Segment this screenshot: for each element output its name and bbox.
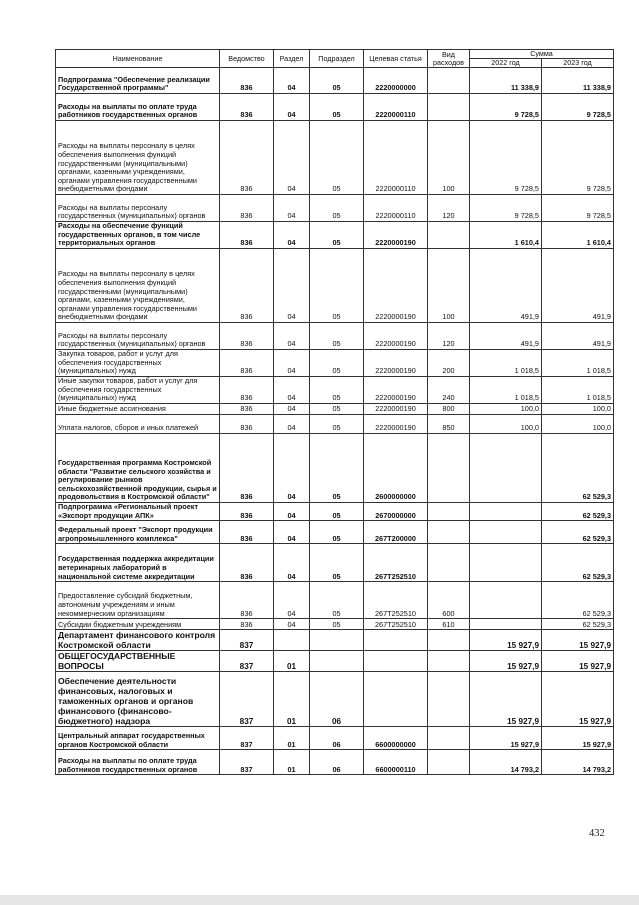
row-name: Расходы на выплаты персоналу в целях обеспечения выполнения функций государственными (муниципальными) органами, казенными учреждениями, органами управления государственными внебюджетными фондами (56, 249, 220, 323)
row-name: Расходы на выплаты по оплате труда работников государственных органов (56, 750, 220, 775)
row-dept: 836 (220, 521, 274, 544)
row-target: 6600000110 (364, 750, 428, 775)
row-2023: 9 728,5 (542, 121, 614, 195)
row-exp-type: 610 (428, 619, 470, 630)
row-2023: 9 728,5 (542, 195, 614, 222)
row-2022: 14 793,2 (470, 750, 542, 775)
row-target: 267T252510 (364, 544, 428, 582)
row-target: 2220000190 (364, 222, 428, 249)
row-section: 01 (274, 750, 310, 775)
row-2022 (470, 582, 542, 619)
row-2022: 15 927,9 (470, 672, 542, 727)
row-2023: 15 927,9 (542, 672, 614, 727)
row-exp-type (428, 544, 470, 582)
table-row (56, 503, 614, 521)
row-2023: 1 018,5 (542, 377, 614, 404)
row-2023: 15 927,9 (542, 651, 614, 672)
table-row (56, 323, 614, 350)
row-dept: 836 (220, 350, 274, 377)
row-subsection: 05 (310, 544, 364, 582)
header-sum: Сумма (470, 50, 614, 59)
row-2022: 491,9 (470, 323, 542, 350)
row-2022 (470, 544, 542, 582)
table-row (56, 377, 614, 404)
row-exp-type: 200 (428, 350, 470, 377)
row-2023: 491,9 (542, 249, 614, 323)
scan-bottom-edge (0, 895, 639, 905)
row-subsection: 06 (310, 750, 364, 775)
row-section: 04 (274, 350, 310, 377)
table-row (56, 434, 614, 503)
header-dept: Ведомство (220, 50, 274, 68)
table-row (56, 651, 614, 672)
row-subsection: 05 (310, 323, 364, 350)
row-target: 2220000190 (364, 377, 428, 404)
row-name: Субсидии бюджетным учреждениям (56, 619, 220, 630)
row-2022: 1 018,5 (470, 350, 542, 377)
row-2022: 9 728,5 (470, 195, 542, 222)
row-section: 04 (274, 377, 310, 404)
table-row (56, 521, 614, 544)
row-dept: 837 (220, 750, 274, 775)
row-2023: 62 529,3 (542, 503, 614, 521)
row-section: 04 (274, 619, 310, 630)
row-2023: 62 529,3 (542, 582, 614, 619)
row-target: 2220000110 (364, 121, 428, 195)
row-target (364, 672, 428, 727)
row-dept: 836 (220, 582, 274, 619)
row-2022: 1 018,5 (470, 377, 542, 404)
row-target: 2220000000 (364, 68, 428, 94)
row-subsection: 05 (310, 68, 364, 94)
header-exp-type: Вид расходов (428, 50, 470, 68)
table-row (56, 121, 614, 195)
row-dept: 836 (220, 249, 274, 323)
table-row (56, 94, 614, 121)
table-row (56, 195, 614, 222)
row-section: 04 (274, 582, 310, 619)
row-exp-type: 120 (428, 323, 470, 350)
row-name: Иные бюджетные ассигнования (56, 404, 220, 415)
row-section: 04 (274, 434, 310, 503)
table-row (56, 750, 614, 775)
row-2022 (470, 521, 542, 544)
row-2023: 100,0 (542, 404, 614, 415)
table-header (56, 50, 614, 68)
row-name: Государственная программа Костромской области "Развитие сельского хозяйства и регулирование рынков сельскохозяйственной продукции, сырья и продовольствия в Костромской области" (56, 434, 220, 503)
row-section: 01 (274, 727, 310, 750)
row-dept: 836 (220, 619, 274, 630)
row-subsection: 05 (310, 582, 364, 619)
row-target: 2220000190 (364, 404, 428, 415)
row-section: 04 (274, 415, 310, 434)
row-target: 2220000190 (364, 415, 428, 434)
row-exp-type: 850 (428, 415, 470, 434)
row-name: Предоставление субсидий бюджетным, автономным учреждениям и иным некоммерческим организациям (56, 582, 220, 619)
header-subsection: Подраздел (310, 50, 364, 68)
row-2023: 11 338,9 (542, 68, 614, 94)
row-exp-type: 600 (428, 582, 470, 619)
row-section: 04 (274, 503, 310, 521)
row-subsection: 05 (310, 434, 364, 503)
row-2022: 11 338,9 (470, 68, 542, 94)
table-row (56, 672, 614, 727)
row-dept: 836 (220, 195, 274, 222)
table-row (56, 727, 614, 750)
row-dept: 836 (220, 404, 274, 415)
header-target: Целевая статья (364, 50, 428, 68)
row-section: 04 (274, 121, 310, 195)
row-dept: 836 (220, 415, 274, 434)
row-subsection: 05 (310, 249, 364, 323)
row-name: Расходы на обеспечение функций государственных органов, в том числе территориальных органов (56, 222, 220, 249)
row-2023: 62 529,3 (542, 619, 614, 630)
row-name: Центральный аппарат государственных органов Костромской области (56, 727, 220, 750)
row-section: 04 (274, 544, 310, 582)
table-row (56, 404, 614, 415)
row-dept: 836 (220, 503, 274, 521)
row-2022 (470, 434, 542, 503)
row-2022 (470, 619, 542, 630)
table-row (56, 222, 614, 249)
row-2022: 9 728,5 (470, 121, 542, 195)
row-subsection (310, 651, 364, 672)
row-name: Расходы на выплаты персоналу в целях обеспечения выполнения функций государственными (муниципальными) органами, казенными учреждениями, органами управления государственными внебюджетными фондами (56, 121, 220, 195)
row-name: Департамент финансового контроля Костромской области (56, 630, 220, 651)
row-target: 267T200000 (364, 521, 428, 544)
row-exp-type: 240 (428, 377, 470, 404)
row-exp-type (428, 503, 470, 521)
row-name: Закупка товаров, работ и услуг для обеспечения государственных (муниципальных) нужд (56, 350, 220, 377)
row-exp-type (428, 727, 470, 750)
row-name: Государственная поддержка аккредитации ветеринарных лабораторий в национальной системе аккредитации (56, 544, 220, 582)
row-name: ОБЩЕГОСУДАРСТВЕННЫЕ ВОПРОСЫ (56, 651, 220, 672)
row-2022: 15 927,9 (470, 630, 542, 651)
row-target (364, 651, 428, 672)
row-2023: 1 610,4 (542, 222, 614, 249)
row-subsection: 05 (310, 222, 364, 249)
row-dept: 836 (220, 544, 274, 582)
row-subsection: 05 (310, 619, 364, 630)
row-name: Расходы на выплаты персоналу государственных (муниципальных) органов (56, 323, 220, 350)
row-section: 04 (274, 249, 310, 323)
row-exp-type (428, 68, 470, 94)
table-row (56, 544, 614, 582)
row-dept: 837 (220, 727, 274, 750)
budget-table (55, 49, 614, 775)
row-2023: 62 529,3 (542, 521, 614, 544)
row-exp-type: 120 (428, 195, 470, 222)
row-subsection: 05 (310, 521, 364, 544)
row-name: Федеральный проект "Экспорт продукции агропромышленного комплекса" (56, 521, 220, 544)
row-target (364, 630, 428, 651)
row-target: 2600000000 (364, 434, 428, 503)
row-exp-type (428, 521, 470, 544)
row-dept: 836 (220, 434, 274, 503)
row-2022: 9 728,5 (470, 94, 542, 121)
row-exp-type: 100 (428, 249, 470, 323)
row-subsection: 05 (310, 94, 364, 121)
table-row (56, 249, 614, 323)
row-target: 2220000190 (364, 249, 428, 323)
row-dept: 836 (220, 121, 274, 195)
row-subsection (310, 630, 364, 651)
row-target: 267T252510 (364, 582, 428, 619)
row-exp-type (428, 630, 470, 651)
row-section (274, 630, 310, 651)
row-subsection: 05 (310, 503, 364, 521)
row-2022: 491,9 (470, 249, 542, 323)
page-number: 432 (589, 828, 605, 839)
row-section: 04 (274, 94, 310, 121)
row-subsection: 05 (310, 350, 364, 377)
header-2023: 2023 год (542, 59, 614, 68)
row-2023: 15 927,9 (542, 630, 614, 651)
row-subsection: 06 (310, 672, 364, 727)
row-exp-type (428, 434, 470, 503)
row-2023: 1 018,5 (542, 350, 614, 377)
row-target: 2220000190 (364, 323, 428, 350)
row-name: Уплата налогов, сборов и иных платежей (56, 415, 220, 434)
row-subsection: 06 (310, 727, 364, 750)
row-subsection: 05 (310, 121, 364, 195)
row-name: Расходы на выплаты персоналу государственных (муниципальных) органов (56, 195, 220, 222)
row-dept: 836 (220, 68, 274, 94)
row-subsection: 05 (310, 377, 364, 404)
row-dept: 837 (220, 630, 274, 651)
row-dept: 837 (220, 672, 274, 727)
row-name: Обеспечение деятельности финансовых, налоговых и таможенных органов и органов финансового (финансово-бюджетного) надзора (56, 672, 220, 727)
row-target: 267T252510 (364, 619, 428, 630)
row-name: Подпрограмма «Региональный проект «Экспорт продукции АПК» (56, 503, 220, 521)
row-target: 6600000000 (364, 727, 428, 750)
table-row (56, 582, 614, 619)
row-subsection: 05 (310, 195, 364, 222)
table-row (56, 68, 614, 94)
row-target: 2220000190 (364, 350, 428, 377)
row-2023: 491,9 (542, 323, 614, 350)
row-2022: 100,0 (470, 415, 542, 434)
row-2022: 15 927,9 (470, 651, 542, 672)
row-2023: 62 529,3 (542, 544, 614, 582)
row-exp-type (428, 750, 470, 775)
table-row (56, 619, 614, 630)
header-name: Наименование (56, 50, 220, 68)
row-subsection: 05 (310, 404, 364, 415)
row-section: 01 (274, 651, 310, 672)
row-target: 2670000000 (364, 503, 428, 521)
row-section: 04 (274, 404, 310, 415)
table-body (56, 68, 614, 775)
row-2023: 15 927,9 (542, 727, 614, 750)
row-exp-type (428, 94, 470, 121)
row-target: 2220000110 (364, 94, 428, 121)
row-section: 04 (274, 195, 310, 222)
row-2022: 15 927,9 (470, 727, 542, 750)
row-name: Расходы на выплаты по оплате труда работников государственных органов (56, 94, 220, 121)
row-exp-type (428, 651, 470, 672)
row-exp-type: 100 (428, 121, 470, 195)
row-target: 2220000110 (364, 195, 428, 222)
row-dept: 836 (220, 377, 274, 404)
header-section: Раздел (274, 50, 310, 68)
table-row (56, 630, 614, 651)
row-dept: 836 (220, 222, 274, 249)
row-name: Подпрограмма "Обеспечение реализации Государственной программы" (56, 68, 220, 94)
row-section: 04 (274, 68, 310, 94)
row-section: 04 (274, 323, 310, 350)
row-section: 04 (274, 521, 310, 544)
row-exp-type (428, 672, 470, 727)
row-2023: 9 728,5 (542, 94, 614, 121)
row-2022 (470, 503, 542, 521)
row-2022: 1 610,4 (470, 222, 542, 249)
row-2023: 62 529,3 (542, 434, 614, 503)
row-2022: 100,0 (470, 404, 542, 415)
table-row (56, 415, 614, 434)
row-2023: 14 793,2 (542, 750, 614, 775)
header-2022: 2022 год (470, 59, 542, 68)
row-dept: 837 (220, 651, 274, 672)
budget-table-container (55, 49, 613, 775)
row-exp-type (428, 222, 470, 249)
row-dept: 836 (220, 94, 274, 121)
row-subsection: 05 (310, 415, 364, 434)
row-name: Иные закупки товаров, работ и услуг для обеспечения государственных (муниципальных) нужд (56, 377, 220, 404)
row-section: 01 (274, 672, 310, 727)
row-2023: 100,0 (542, 415, 614, 434)
row-exp-type: 800 (428, 404, 470, 415)
row-dept: 836 (220, 323, 274, 350)
table-row (56, 350, 614, 377)
row-section: 04 (274, 222, 310, 249)
